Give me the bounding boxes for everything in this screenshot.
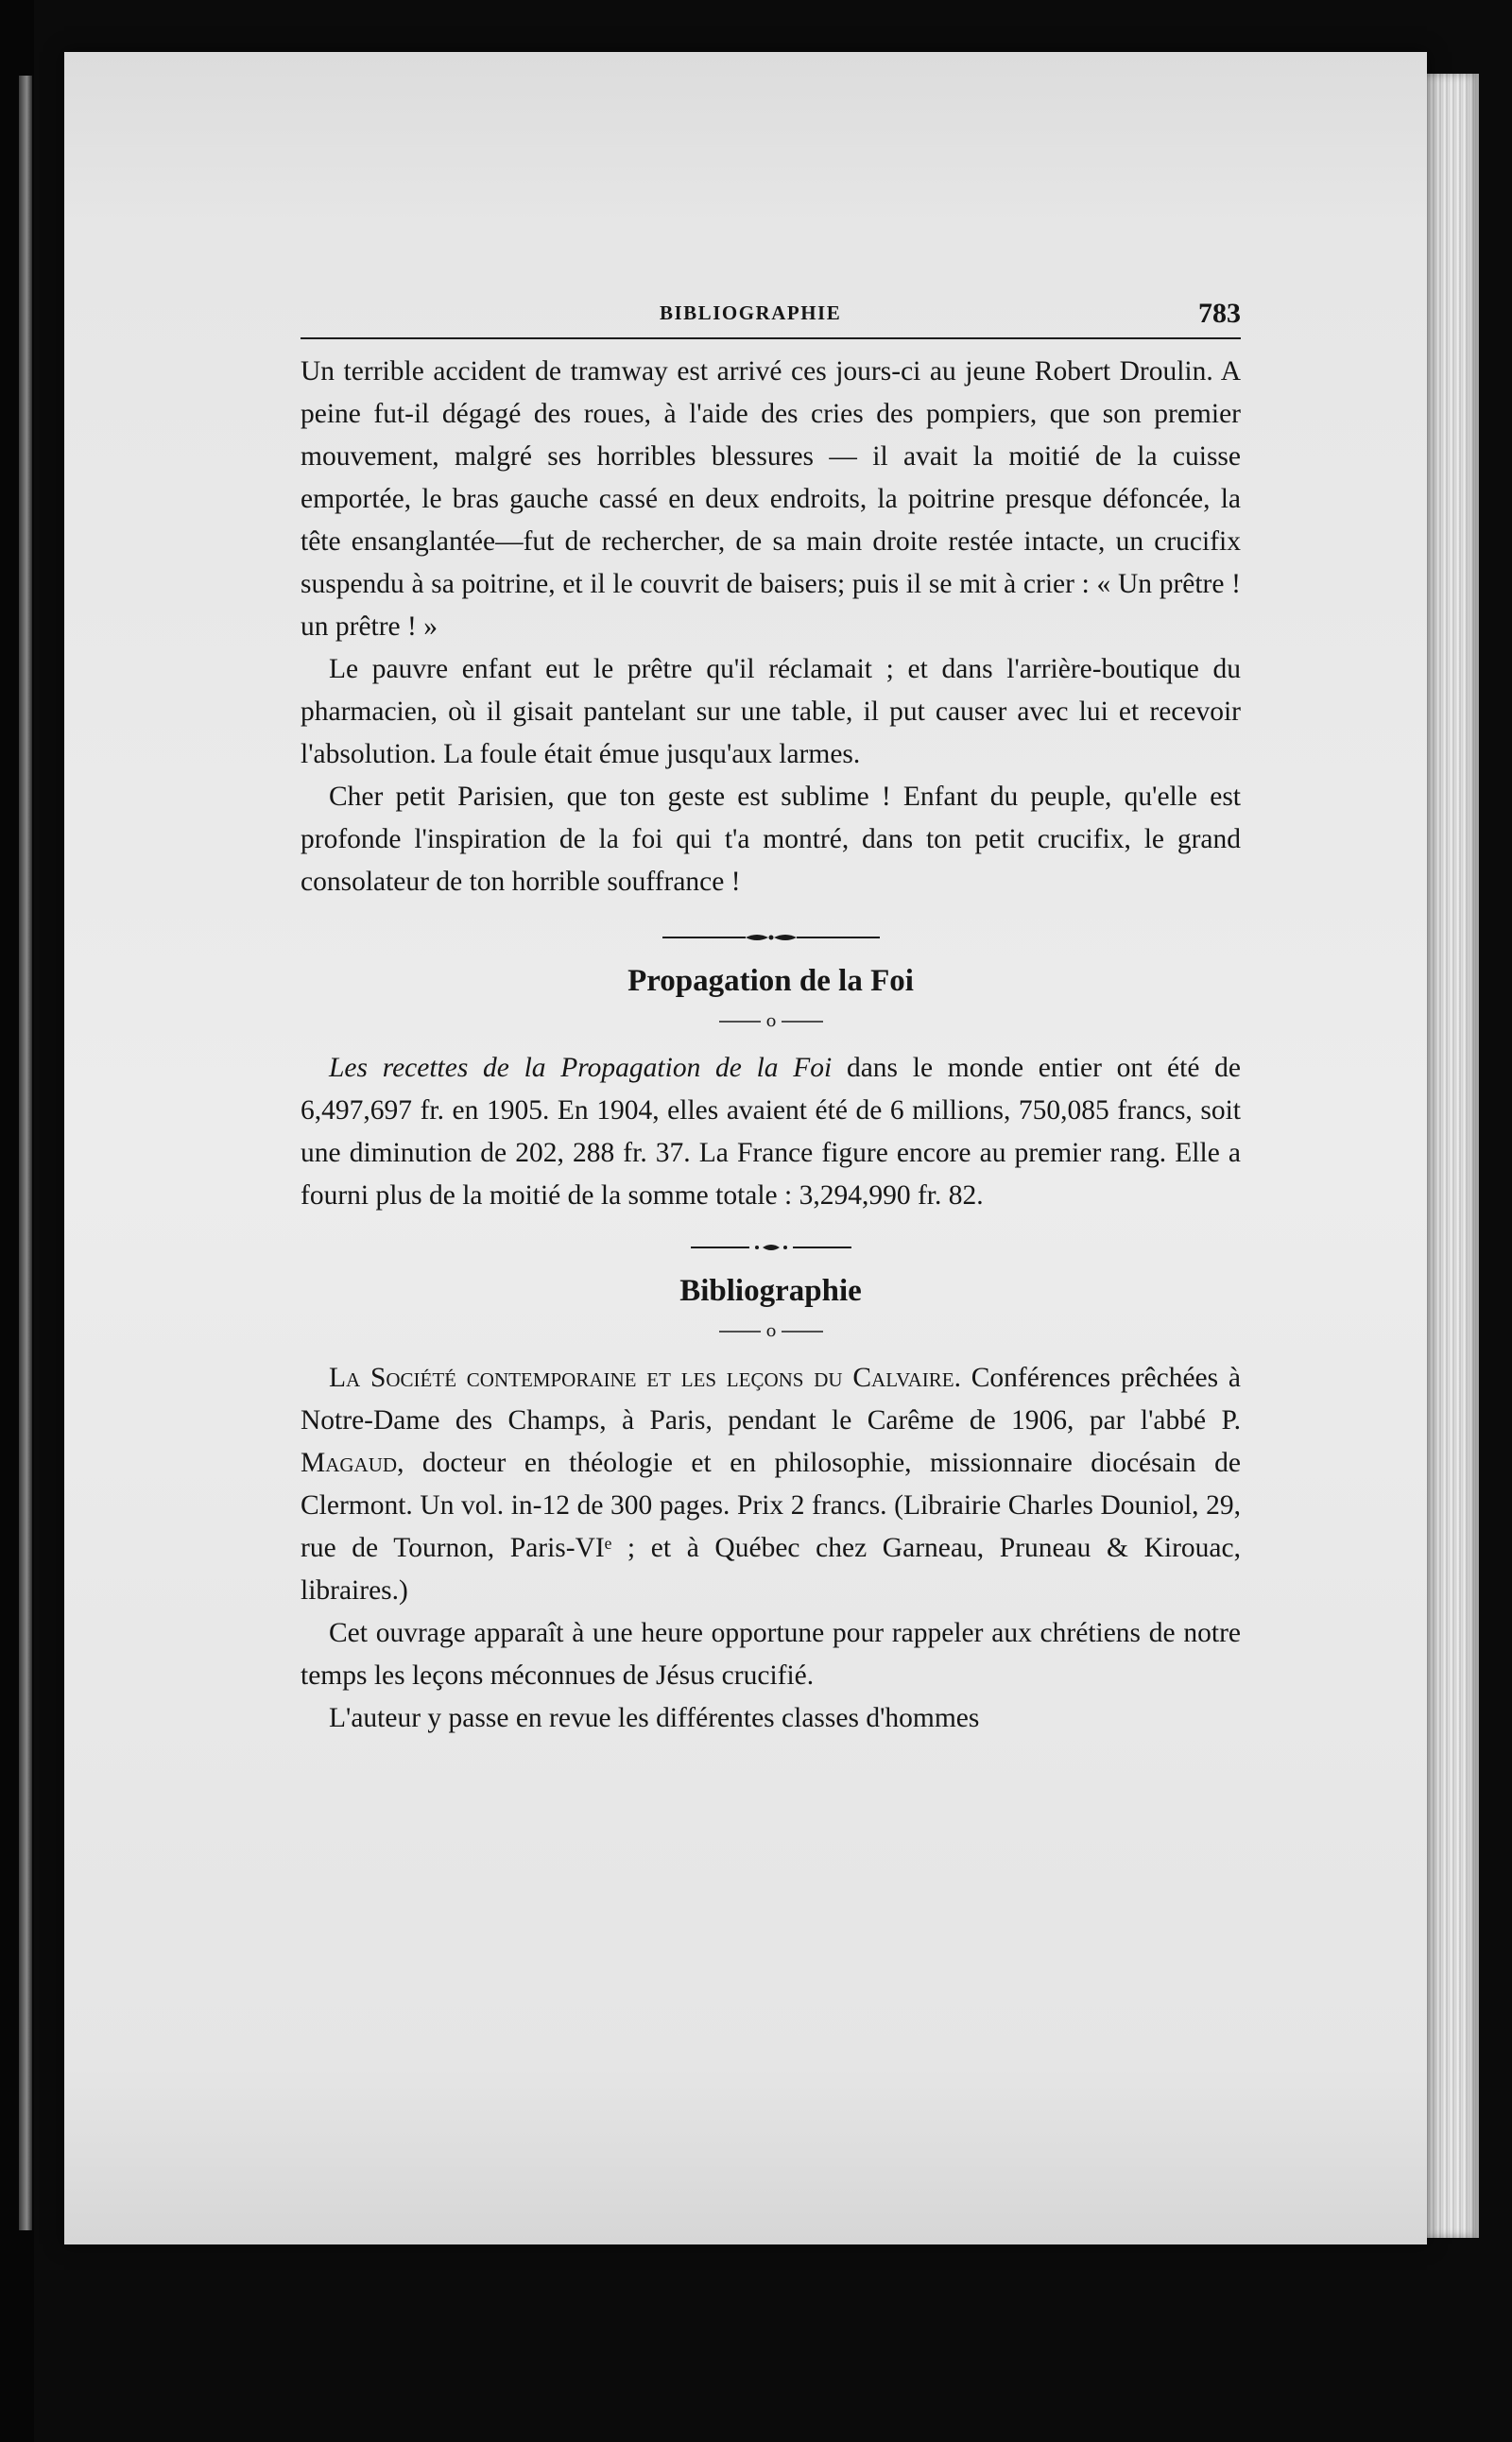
paragraph-ouvrage: Cet ouvrage apparaît à une heure opportune pour rappeler aux chrétiens de notre temps les leçons méconnues de Jésus crucifié. — [301, 1618, 1241, 1691]
paragraph-accident: Un terrible accident de tramway est arrivé ces jours-ci au jeune Robert Droulin. A peine fut-il dégagé des roues, à l'aide des cries des pompiers, que son premier mouvement, malgré ses horribles blessures — il avait la moitié de la cuisse emportée, le bras gauche cassé en deux endroits, la poitrine presque défoncée, la tête ensanglantée—fut de rechercher, de sa main droite restée intacte, un crucifix suspendu à sa poitrine, et il le couvrit de baisers; puis il se mit à crier : « Un prêtre ! un prêtre ! » — [301, 356, 1241, 642]
section-title-bibliographie: Bibliographie — [679, 1274, 862, 1308]
paragraph-priest: Le pauvre enfant eut le prêtre qu'il réclamait ; et dans l'arrière-boutique du pharmacien, où il gisait pantelant sur une table, il put causer avec lui et recevoir l'absolution. La foule était émue jusqu'aux larmes. — [301, 654, 1241, 769]
propagation-italic-lead: Les recettes de la Propagation de la Foi — [329, 1053, 833, 1083]
entry-text-2: , docteur en théologie et en philosophie, missionnaire diocésain de Clermont. Un vol. in-12 de 300 pages. Prix 2 francs. (Librairie Charles Douniol, 29, rue de Tournon, Paris-VIᵉ ; et à Québec chez Garneau, Pruneau & Kirouac, libraires.) — [301, 1448, 1241, 1606]
entry-author: Magaud — [301, 1448, 398, 1478]
page-stack-edge — [1422, 74, 1479, 2238]
page-number: 783 — [1198, 298, 1241, 329]
section-title-propagation: Propagation de la Foi — [627, 964, 914, 998]
previous-page-edge — [19, 76, 32, 2230]
entry-title: La Société contemporaine et les leçons du Calvaire. — [329, 1363, 961, 1393]
divider-mark: o — [765, 1323, 776, 1338]
divider-rule-icon — [719, 1323, 823, 1338]
section-divider — [301, 1312, 1241, 1350]
paragraph-bibliography-entry — [301, 1357, 1241, 1612]
divider-rule-icon — [719, 1013, 823, 1028]
body-text — [301, 351, 1241, 1740]
ornament-flourish-icon — [662, 931, 880, 944]
running-title: BIBLIOGRAPHIE — [660, 301, 842, 324]
running-head — [301, 296, 1241, 339]
section-ornament — [301, 1229, 1241, 1266]
entry-text-1: Conférences prêchées à Notre-Dame des Champs, à Paris, pendant le Carême de 1906, par l'abbé P. — [301, 1363, 1241, 1436]
divider-mark: o — [765, 1013, 776, 1028]
paragraph-auteur: L'auteur y passe en revue les différentes classes d'hommes — [329, 1703, 980, 1733]
propagation-rest: dans le monde entier ont été de 6,497,697 fr. en 1905. En 1904, elles avaient été de 6 millions, 750,085 francs, soit une diminution de 202, 288 fr. 37. La France figure encore au premier rang. Elle a fourni plus de la moitié de la somme totale : 3,294,990 fr. 82. — [301, 1053, 1241, 1211]
section-divider — [301, 1002, 1241, 1040]
page-content — [301, 296, 1241, 1740]
paragraph-propagation — [301, 1047, 1241, 1217]
book-page — [64, 52, 1427, 2244]
section-ornament — [301, 919, 1241, 956]
ornament-flourish-icon — [691, 1241, 851, 1254]
paragraph-parisien: Cher petit Parisien, que ton geste est sublime ! Enfant du peuple, qu'elle est profonde l'inspiration de la foi qui t'a montré, dans ton petit crucifix, le grand consolateur de ton horrible souffrance ! — [301, 782, 1241, 897]
